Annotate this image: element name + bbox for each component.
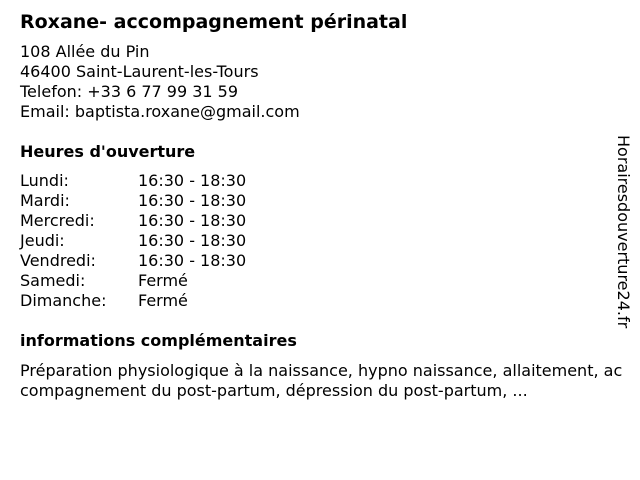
info-title: informations complémentaires [20,331,297,350]
hours-row-monday [20,171,610,191]
address-line-2: 46400 Saint-Laurent-les-Tours [20,62,259,81]
time-value: Fermé [138,271,188,290]
day-label: Lundi: [20,171,69,190]
time-value: 16:30 - 18:30 [138,231,247,250]
address-line-1: 108 Allée du Pin [20,42,150,61]
contact-block [20,42,610,122]
hours-row-thursday [20,231,610,251]
day-label: Vendredi: [20,251,96,270]
day-label: Dimanche: [20,291,107,310]
watermark-text: Horairesdouverture24.fr [614,135,633,329]
business-name: Roxane- accompagnement périnatal [20,11,408,33]
info-text: Préparation physiologique à la naissance, hypno naissance, allaitement, accompagnement du post-partum, dépression du post-partum, ... [20,361,623,400]
business-card [20,0,623,401]
day-label: Mercredi: [20,211,95,230]
time-value: 16:30 - 18:30 [138,251,247,270]
email-line: Email: baptista.roxane@gmail.com [20,102,300,121]
hours-row-tuesday [20,191,610,211]
hours-row-saturday [20,271,610,291]
hours-row-sunday [20,291,610,311]
hours-row-friday [20,251,610,271]
time-value: 16:30 - 18:30 [138,171,247,190]
hours-table [20,171,610,311]
phone-line: Telefon: +33 6 77 99 31 59 [20,82,239,101]
time-value: 16:30 - 18:30 [138,191,247,210]
day-label: Mardi: [20,191,70,210]
hours-row-wednesday [20,211,610,231]
day-label: Samedi: [20,271,86,290]
day-label: Jeudi: [20,231,65,250]
time-value: Fermé [138,291,188,310]
hours-title: Heures d'ouverture [20,142,196,161]
time-value: 16:30 - 18:30 [138,211,247,230]
